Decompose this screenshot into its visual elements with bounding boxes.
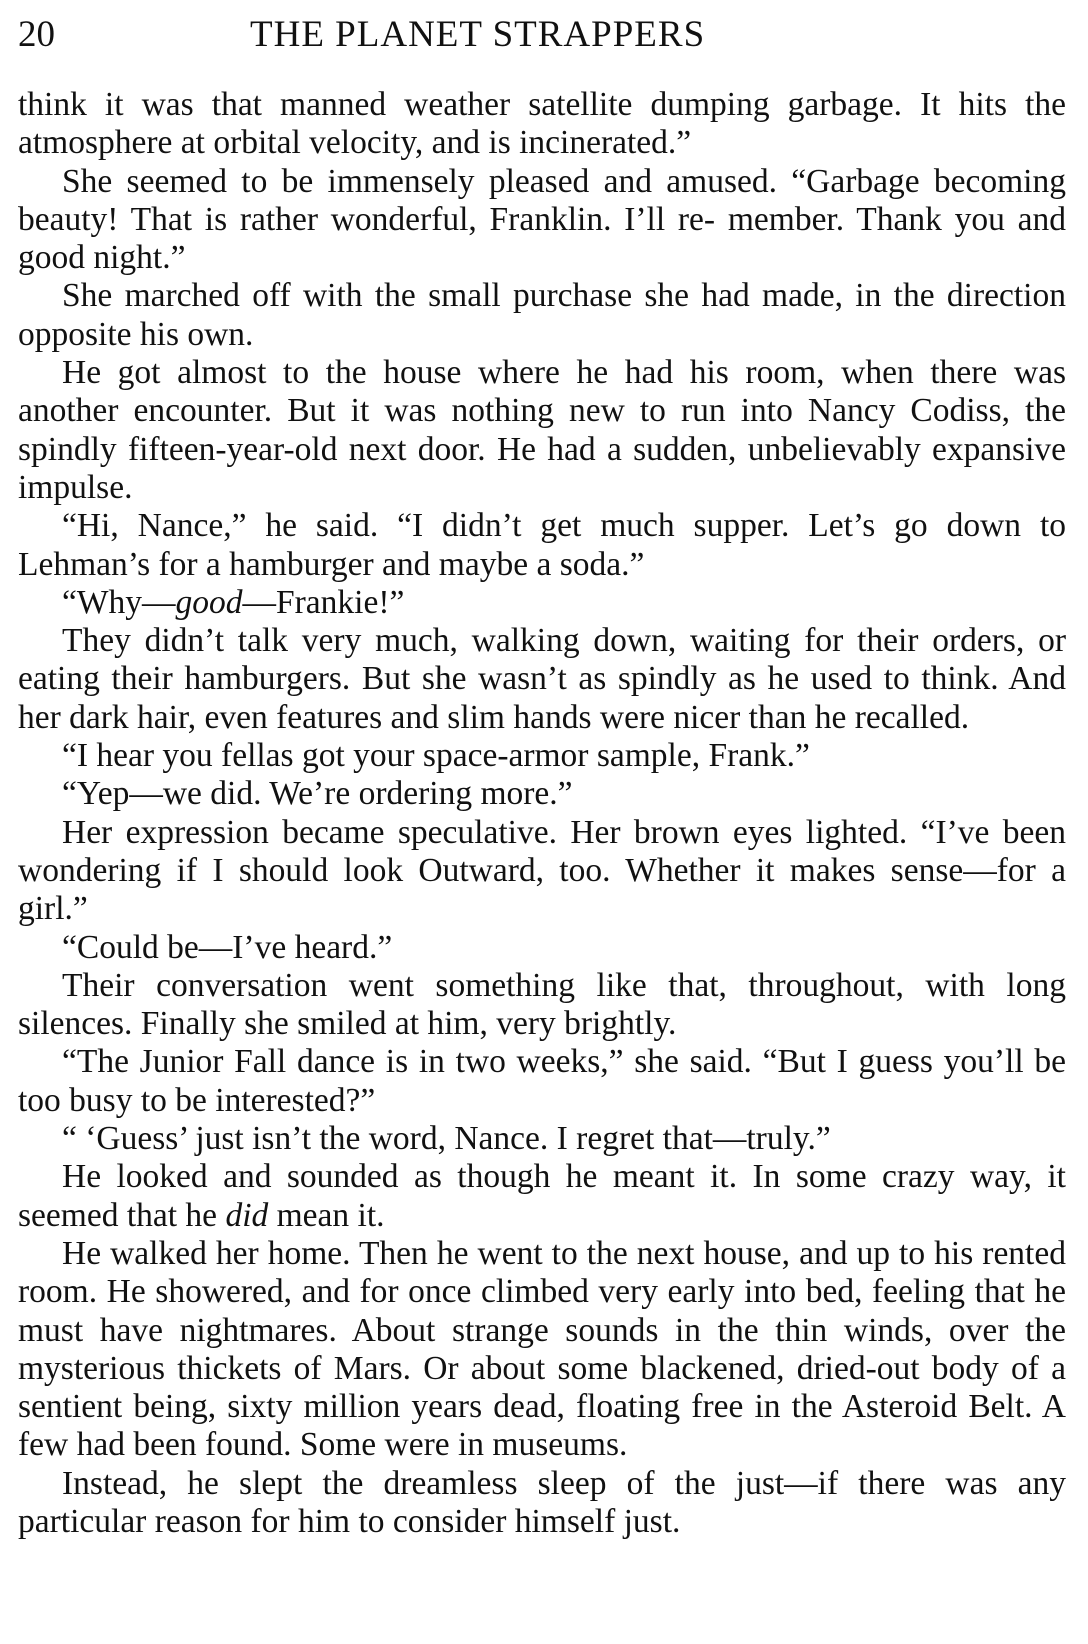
page-number: 20 [18, 14, 55, 55]
paragraph: “Could be—I’ve heard.” [62, 928, 393, 966]
emphasis: did [225, 1196, 269, 1234]
paragraph: He walked her home. Then he went to the next house, and up to his rented room. He showered, and for once climbed very early into bed, feeling that he must have nightmares. About strange sounds in the thin winds, over the mysterious thickets of Mars. Or about some blackened, dried-out body of a sentient being, sixty million years dead, floating free in the Asteroid Belt. A few had been found. Some were in museums. [18, 1234, 1066, 1464]
running-head: THE PLANET STRAPPERS [250, 14, 706, 55]
paragraph: “I hear you fellas got your space-armor sample, Frank.” [62, 737, 810, 775]
paragraph: She marched off with the small purchase she had made, in the direction opposite his own. [18, 277, 1066, 353]
text-run: —Frankie!” [242, 583, 405, 621]
paragraph [18, 1158, 1066, 1235]
paragraph: “The Junior Fall dance is in two weeks,” she said. “But I guess you’ll be too busy to be interested?” [18, 1043, 1066, 1119]
text-run: “Why— [62, 583, 176, 621]
paragraph: He got almost to the house where he had his room, when there was another encounter. But it was nothing new to run into Nancy Codiss, the spindly fifteen-year-old next door. He had a sudden, unbelievably expansive impulse. [18, 354, 1066, 506]
paragraph: Instead, he slept the dreamless sleep of the just—if there was any particular reason for him to consider himself just. [18, 1464, 1066, 1540]
paragraph [18, 584, 1066, 622]
emphasis: good [175, 583, 243, 621]
body-text [18, 86, 1066, 1541]
paragraph: “Hi, Nance,” he said. “I didn’t get much supper. Let’s go down to Lehman’s for a hamburger and maybe a soda.” [18, 507, 1066, 583]
page-header [18, 10, 1066, 60]
book-page [18, 10, 1066, 1541]
paragraph: “ ‘Guess’ just isn’t the word, Nance. I regret that—truly.” [62, 1120, 831, 1158]
paragraph: Her expression became speculative. Her brown eyes lighted. “I’ve been wondering if I should look Outward, too. Whether it makes sense—for a girl.” [18, 813, 1066, 928]
paragraph: They didn’t talk very much, walking down, waiting for their orders, or eating their hamburgers. But she wasn’t as spindly as he used to think. And her dark hair, even features and slim hands were nicer than he recalled. [18, 622, 1066, 736]
text-run: He looked and sounded as though he meant it. In some crazy way, it seemed that he [18, 1158, 1066, 1234]
text-run: mean it. [268, 1196, 385, 1234]
paragraph: think it was that manned weather satellite dumping garbage. It hits the atmosphere at orbital velocity, and is incinerated.” [18, 86, 1066, 162]
paragraph: “Yep—we did. We’re ordering more.” [62, 775, 573, 813]
paragraph: She seemed to be immensely pleased and amused. “Garbage becoming beauty! That is rather wonderful, Franklin. I’ll re- member. Thank you and good night.” [18, 162, 1066, 277]
paragraph: Their conversation went something like that, throughout, with long silences. Finally she smiled at him, very brightly. [18, 966, 1066, 1043]
